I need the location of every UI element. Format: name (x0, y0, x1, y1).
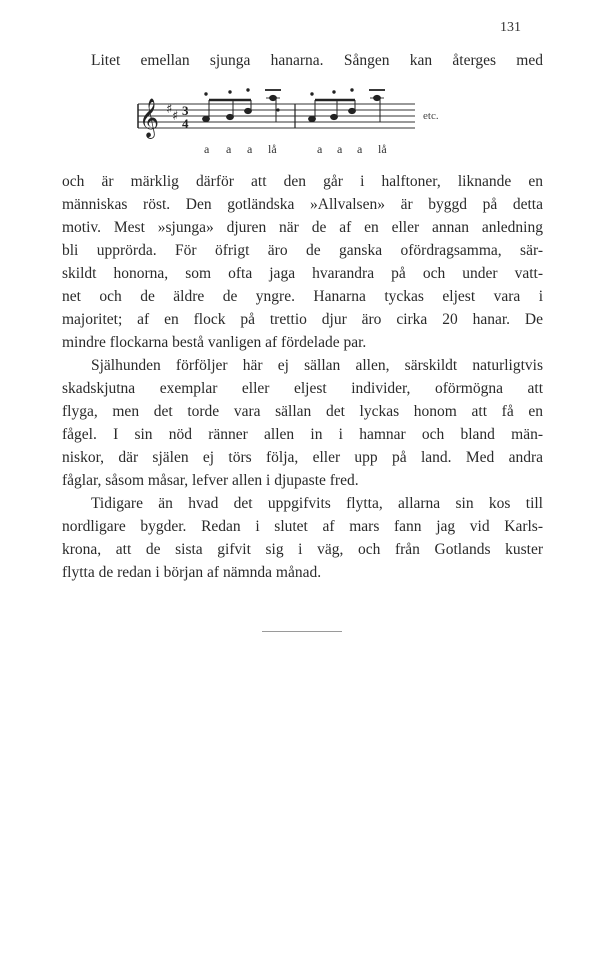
syllable: a (247, 142, 253, 156)
intro-line: Litet emellan sjunga hanarna. Sången kan återges med (91, 52, 543, 69)
syllable: a (226, 142, 232, 156)
text-line: fåglar, såsom måsar, lefver allen i djupaste fred. (62, 472, 359, 489)
text-line: människas röst. Den gotländska »Allvalsen» är byggd på detta (62, 196, 543, 213)
syllable: a (317, 142, 323, 156)
text-line: net och de äldre de yngre. Hanarna tyckas eljest vara i (62, 288, 543, 305)
sharp-icon: ♯ (166, 102, 173, 117)
text-line: bli upprörda. För öfrigt äro de ganska ofördragsamma, sär- (62, 242, 543, 259)
text-line: flyga, men det torde vara sällan det lyckas honom att få en (62, 403, 543, 420)
text-line: niskor, där själen ej törs följa, eller upp på land. Med andra (62, 449, 543, 466)
text-line: fågel. I sin nöd ränner allen in i hamnar och bland män- (62, 426, 543, 443)
text-line: flytta de redan i början af nämnda månad. (62, 564, 322, 581)
text-line: nordligare bygder. Redan i slutet af mars fann jag vid Karls- (62, 518, 543, 535)
syllable: lå (268, 142, 277, 156)
text-line: mindre flockarna bestå vanligen af fördelade par. (62, 334, 367, 351)
treble-clef-icon: 𝄞 (139, 98, 160, 138)
music-notation (130, 86, 450, 156)
syllable: a (204, 142, 210, 156)
time-signature-bottom: 4 (182, 116, 189, 131)
text-line: krona, att de sista gifvit sig i väg, och från Gotlands kuster (62, 541, 543, 558)
section-divider (262, 631, 342, 632)
syllable: a (357, 142, 363, 156)
text-line: Själhunden förföljer här ej sällan allen, särskildt naturligtvis (91, 357, 543, 374)
music-staff (130, 86, 450, 146)
sharp-icon: ♯ (172, 109, 179, 124)
syllable: lå (378, 142, 387, 156)
text-line: skildt honorna, som ofta jaga hvarandra på och under vatt- (62, 265, 543, 282)
page-number: 131 (500, 20, 521, 35)
text-line: skadskjutna exemplar eller eljest individer, oförmögna att (62, 380, 543, 397)
text-line: motiv. Mest »sjunga» djuren när de af en eller annan anledning (62, 219, 543, 236)
music-etc: etc. (423, 110, 439, 122)
text-line: majoritet; af en flock på trettio djur äro cirka 20 hanar. De (62, 311, 543, 328)
text-line: Tidigare än hvad det uppgifvits flytta, allarna sin kos till (91, 495, 543, 512)
measure-2 (309, 89, 385, 122)
syllable: a (337, 142, 343, 156)
measure-1 (203, 89, 281, 122)
text-line: och är märklig därför att den går i halftoner, liknande en (62, 173, 543, 190)
time-signature-top: 3 (182, 103, 189, 118)
